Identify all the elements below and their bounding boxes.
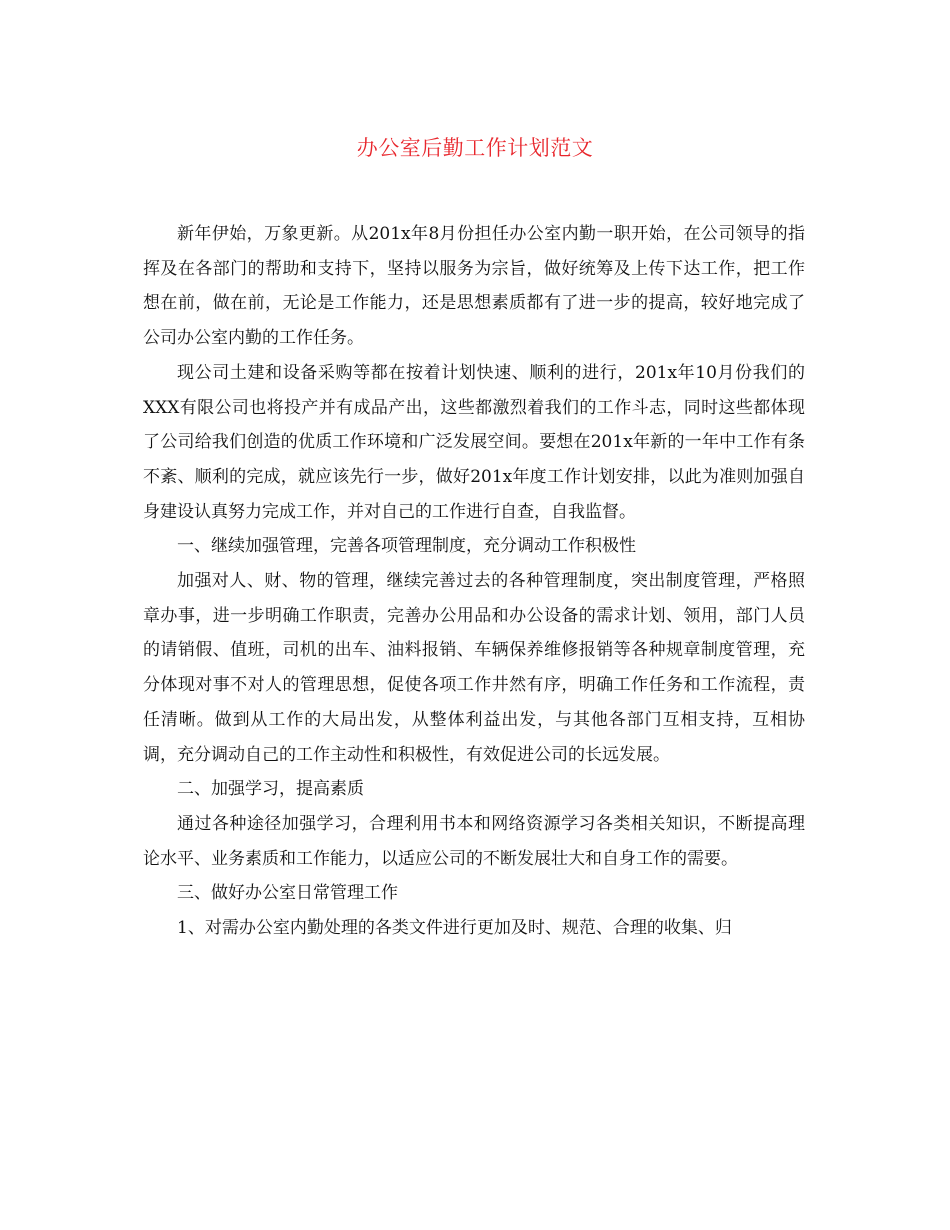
paragraph-item-1: 1、对需办公室内勤处理的各类文件进行更加及时、规范、合理的收集、归 [177, 918, 732, 939]
section-heading-1: 一、继续加强管理，完善各项管理制度，充分调动工作积极性 [177, 536, 636, 557]
section-heading-3: 三、做好办公室日常管理工作 [177, 883, 398, 904]
paragraph-context: 现公司土建和设备采购等都在按着计划快速、顺利的进行，201x年10月份我们的XXX有限公司也将投产并有成品产出，这些都激烈着我们的工作斗志，同时这些都体现了公司给我们创造的优质工作环境和广泛发展空间。要想在201x年新的一年中工作有条不紊、顺利的完成，就应该先行一步，做好201x年度工作计划安排，以此为准则加强自身建设认真努力完成工作，并对自己的工作进行自查，自我监督。 [143, 362, 805, 522]
document-body [143, 217, 805, 946]
paragraph-management: 加强对人、财、物的管理，继续完善过去的各种管理制度，突出制度管理，严格照章办事，进一步明确工作职责，完善办公用品和办公设备的需求计划、领用，部门人员的请销假、值班，司机的出车、油料报销、车辆保养维修报销等各种规章制度管理，充分体现对事不对人的管理思想，促使各项工作井然有序，明确工作任务和工作流程，责任清晰。做到从工作的大局出发，从整体利益出发，与其他各部门互相支持，互相协调，充分调动自己的工作主动性和积极性，有效促进公司的长远发展。 [143, 571, 805, 765]
paragraph-intro: 新年伊始，万象更新。从201x年8月份担任办公室内勤一职开始，在公司领导的指挥及在各部门的帮助和支持下，坚持以服务为宗旨，做好统筹及上传下达工作，把工作想在前，做在前，无论是工作能力，还是思想素质都有了进一步的提高，较好地完成了公司办公室内勤的工作任务。 [143, 224, 805, 349]
paragraph-learning: 通过各种途径加强学习，合理利用书本和网络资源学习各类相关知识，不断提高理论水平、业务素质和工作能力，以适应公司的不断发展壮大和自身工作的需要。 [143, 813, 805, 869]
section-heading-2: 二、加强学习，提高素质 [177, 779, 364, 800]
document-title: 办公室后勤工作计划范文 [356, 136, 594, 160]
